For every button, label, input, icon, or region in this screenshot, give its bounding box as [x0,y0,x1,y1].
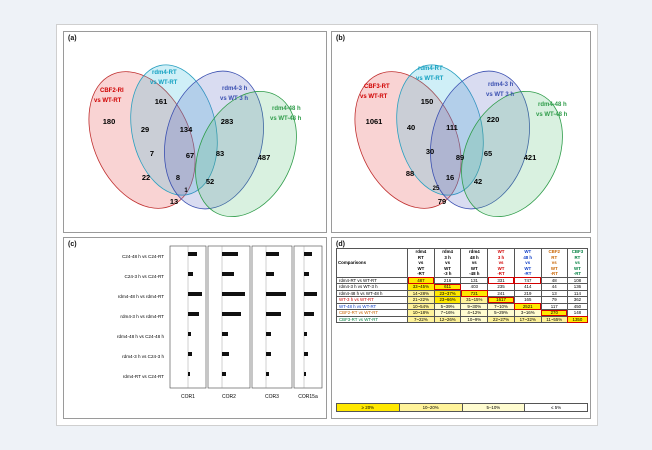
venn-b-count-8: 65 [483,149,493,158]
table-cell: 611 [434,284,461,291]
row-label: CBF3-RT vs WT-RT [337,316,408,323]
table-cell: 165 [514,297,541,304]
table-corner-label: Comparisons [337,249,408,278]
table-cell: 747 [514,277,541,284]
panel-c-row-label-4: rdm4-3 h vs rdm4-RT [120,314,164,319]
panel-a [63,31,327,233]
table-cell: 362 [567,297,587,304]
venn-a-count-8: 83 [215,149,225,158]
table-cell: 1617 [488,297,515,304]
table-cell: 9~30% [461,303,488,310]
venn-b-count-4: 111 [446,123,458,132]
venn-a-count-3: 29 [140,125,150,134]
row-label: rdm4-3 h vs WT-3 h [337,284,408,291]
row-label: rdm4-RT vs WT-RT [337,277,408,284]
venn-a-set-label-4-line1: rdm4-48 h [272,106,301,112]
table-col-header-2: rdm4 3 h vs WT -3 h [434,249,461,278]
table-cell: 10~54% [408,303,435,310]
legend-item-le5: ≤ 5% [525,404,588,412]
table-cell: 4~12% [461,310,488,317]
table-cell: 5~29% [488,310,515,317]
panel-c-row-label-1: C24-48 h vs C24-RT [121,254,164,259]
venn-b-count-12: 42 [473,177,483,186]
table-col-header-3: rdm4 48 h vs WT -48 h [461,249,488,278]
venn-b-set-label-2-line1: rdm4-RT [418,66,443,72]
venn-diagram-a [64,32,326,232]
table-cell: 403 [461,284,488,291]
venn-b-count-5: 220 [486,115,500,124]
panel-c-row-label-5: rdm4-48 h vs C24-48 h [117,334,164,339]
panel-d-legend [336,403,588,412]
table-cell: 13 [541,290,567,297]
table-cell: 131 [461,277,488,284]
panel-c-chart-cor2 [208,246,250,400]
venn-a-count-14: 1 [184,188,188,194]
table-cell: 7~10% [488,303,515,310]
panel-c-chart-cor1 [170,246,206,400]
table-cell: 48 [541,277,567,284]
panel-c-col-label-4: COR15a [298,394,318,400]
row-label: CBF2-RT vs WT-RT [337,310,408,317]
table-col-header-6: CBF2 RT vs WT -RT [541,249,567,278]
venn-a-count-13: 13 [169,197,179,206]
panel-d-label: (d) [336,241,345,248]
venn-b-count-7: 89 [455,153,465,162]
table-cell: 414 [514,284,541,291]
table-cell: 31~15% [461,297,488,304]
panel-c [63,237,327,419]
legend-item-10-20: 10–20% [399,404,462,412]
venn-a-count-12: 52 [205,177,215,186]
panel-c-col-label-1: COR1 [181,394,195,400]
row-label: rdm4-48 h vs WT-48 h [337,290,408,297]
panel-b-label: (b) [336,35,345,42]
panel-c-label: (c) [68,241,77,248]
venn-b-set-label-2-line2: vs WT-RT [416,76,444,82]
table-cell: 487 [408,277,435,284]
venn-a-set-label-1-line1: CBF2-RI [100,88,124,94]
table-cell: 23~66% [434,297,461,304]
panel-d [331,237,591,419]
table-cell: 21~22% [408,297,435,304]
venn-b-count-6: 30 [425,147,435,156]
venn-b-set-label-3-line2: vs WT 3 h [486,92,515,98]
figure-container [56,24,598,426]
table-cell: 22~27% [488,316,515,323]
table-cell: 2521 [514,303,541,310]
table-cell: 7~16% [434,310,461,317]
table-cell: 14~28% [408,290,435,297]
venn-b-count-1: 1061 [365,117,383,126]
table-cell: 12~26% [434,316,461,323]
venn-b-count-3: 40 [406,123,416,132]
venn-a-set-label-1-line2: vs WT-RT [94,98,122,104]
table-col-header-1: rdm4 RT vs WT -RT [408,249,435,278]
panel-c-row-label-6: rdm4-3 h vs C24-3 h [122,354,164,359]
table-cell: 1350 [567,316,587,323]
venn-a-count-4: 134 [179,125,193,134]
table-col-header-7: CBF3 RT vs WT -RT [567,249,587,278]
venn-b-set-label-1-line1: CBF3-RT [364,84,390,90]
table-cell: 79 [541,297,567,304]
table-cell: 114 [567,290,587,297]
table-cell: 23~37% [434,290,461,297]
venn-b-count-14: 25 [432,186,440,192]
panel-c-chart-cor3 [252,246,292,400]
table-col-header-4: WT 3 h vs WT -RT [488,249,515,278]
panel-c-col-label-3: COR3 [265,394,279,400]
row-label: WT-48 h vs WT-RT [337,303,408,310]
panel-a-label: (a) [68,35,77,42]
panel-c-row-label-7: rdm4-RT vs C24-RT [122,374,164,379]
venn-a-count-7: 67 [185,151,195,160]
row-label: WT-3 h vs WT-RT [337,297,408,304]
table-header-row [337,249,588,278]
venn-b-set-label-4-line2: vs WT-48 h [536,112,568,118]
venn-diagram-b [332,32,590,232]
table-cell: 721 [461,290,488,297]
venn-b-count-11: 16 [445,173,455,182]
table-cell: 331 [488,277,515,284]
table-cell: 136 [567,284,587,291]
table-col-header-5: WT 48 h vs WT -RT [514,249,541,278]
legend-item-5-10: 5–10% [462,404,525,412]
venn-a-count-11: 8 [175,173,181,182]
venn-b-set-label-4-line1: rdm4-48 h [538,102,567,108]
table-cell: 17~32% [514,316,541,323]
table-cell: 7~22% [408,316,435,323]
table-cell: 235 [488,284,515,291]
table-cell: 219 [514,290,541,297]
table-cell: 270 [541,310,567,317]
venn-b-set-label-1-line2: vs WT-RT [360,94,388,100]
venn-a-set-label-2-line2: vs WT-RT [150,80,178,86]
panel-c-bar-charts [64,238,326,418]
venn-a-count-5: 283 [220,117,234,126]
table-cell: 216 [434,277,461,284]
venn-a-count-1: 180 [102,117,116,126]
venn-b-count-13: 79 [437,197,447,206]
venn-b-count-10: 88 [405,169,415,178]
table-cell: 3~16% [514,310,541,317]
venn-a-count-10: 22 [141,173,151,182]
venn-a-count-9: 487 [257,153,271,162]
table-cell: 10~9% [461,316,488,323]
venn-b-set-label-3-line1: rdm4-3 h [488,82,514,88]
table-cell: 44 [541,284,567,291]
panel-c-row-label-2: C24-3 h vs C24-RT [124,274,164,279]
venn-b-count-9: 421 [523,153,537,162]
venn-a-count-6: 7 [149,149,155,158]
table-cell: 33~45% [408,284,435,291]
venn-b-count-2: 150 [420,97,434,106]
table-cell: 11~55% [541,316,567,323]
panel-b [331,31,591,233]
table-cell: 241 [488,290,515,297]
venn-a-set-label-2-line1: rdm4-RT [152,70,177,76]
venn-a-set-label-3-line2: vs WT 3 h [220,96,249,102]
table-cell: 108 [567,277,587,284]
legend-item-ge20: ≥ 20% [337,404,400,412]
table-cell: 5~39% [434,303,461,310]
table-cell: 148 [567,310,587,317]
table-cell: 10~18% [408,310,435,317]
table-row [337,316,588,323]
table-cell: 450 [567,303,587,310]
table-cell: 117 [541,303,567,310]
venn-a-set-label-3-line1: rdm4-3 h [222,86,248,92]
venn-a-count-2: 161 [154,97,168,106]
panel-c-col-label-2: COR2 [222,394,236,400]
panel-c-chart-cor15a [294,246,322,400]
panel-d-table [336,248,588,323]
venn-a-set-label-4-line2: vs WT-48 h [270,116,302,122]
panel-c-row-label-3: rdm4-48 h vs rdm4-RT [117,294,164,299]
